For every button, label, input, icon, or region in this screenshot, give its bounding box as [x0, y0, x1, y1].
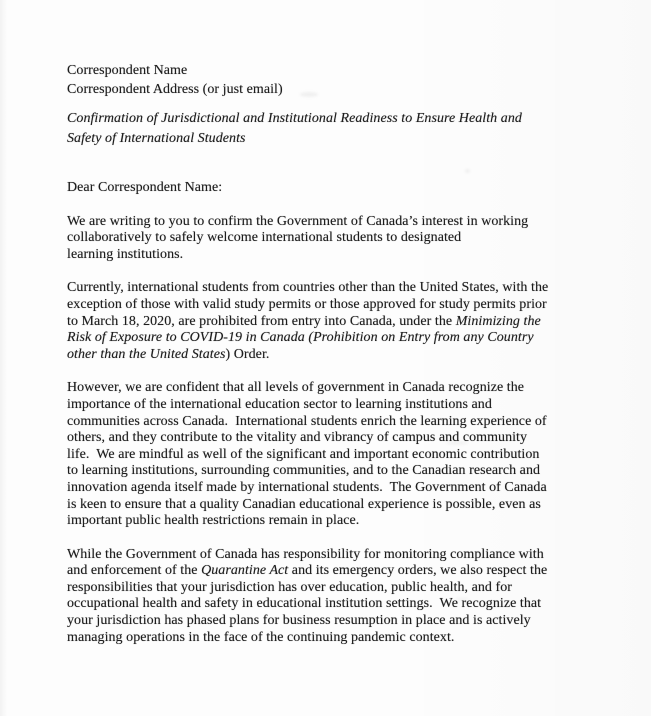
paragraph — [67, 280, 651, 363]
text-segment: to March 18, 2020, are prohibited from entry into Canada, under the — [67, 313, 456, 329]
paragraph — [67, 380, 651, 529]
paragraph-line — [67, 330, 651, 347]
paragraph-line — [67, 463, 651, 480]
text-segment: managing operations in the face of the continuing pandemic context. — [67, 629, 455, 645]
text-segment: and its emergency orders, we also respect the — [288, 563, 548, 579]
text-segment: learning institutions. — [67, 246, 184, 262]
paragraph-line — [67, 280, 651, 297]
italic-text-segment: Minimizing the — [455, 313, 541, 329]
text-segment: important public health restrictions remain in place. — [67, 513, 360, 529]
text-segment: innovation agenda itself made by international students. The Government of Canada — [67, 479, 547, 495]
text-segment: and enforcement of the — [67, 563, 202, 579]
subject-line-2: Safety of International Students — [67, 130, 246, 146]
salutation: Dear Correspondent Name: — [67, 180, 223, 195]
paragraph-line — [67, 513, 651, 530]
subject-line-1: Confirmation of Jurisdictional and Institutional Readiness to Ensure Health and — [67, 111, 522, 126]
subject-block — [67, 109, 651, 148]
paragraph — [67, 214, 651, 264]
paragraph — [67, 547, 651, 647]
paragraph-line — [67, 414, 651, 431]
paragraph-line — [67, 630, 651, 647]
paragraph-line — [67, 230, 651, 247]
paragraph-line — [67, 580, 651, 597]
text-segment: communities across Canada. International students enrich the learning experience of — [67, 413, 547, 429]
text-segment: While the Government of Canada has responsibility for monitoring compliance with — [67, 546, 544, 562]
paragraph-line — [67, 430, 651, 447]
paragraph-line — [67, 563, 651, 580]
text-segment: We are writing to you to confirm the Government of Canada’s interest in working — [67, 213, 529, 229]
italic-text-segment: Risk of Exposure to COVID-19 in Canada (Prohibition on Entry from any Country — [67, 330, 534, 346]
paragraph-line — [67, 214, 651, 231]
text-segment: exception of those with valid study permits or those approved for study permits prior — [67, 296, 547, 312]
italic-text-segment: other than the United States — [67, 346, 226, 362]
italic-text-segment: Quarantine Act — [201, 563, 289, 579]
paragraph-line — [67, 596, 651, 613]
text-segment: others, and they contribute to the vitality and vibrancy of campus and community — [67, 430, 528, 446]
recipient-address: Correspondent Address (or just email) — [67, 81, 283, 97]
text-segment: ) Order. — [225, 346, 270, 362]
text-segment: responsibilities that your jurisdiction has over education, public health, and for — [67, 579, 512, 595]
text-segment: is keen to ensure that a quality Canadian educational experience is possible, even as — [67, 496, 541, 512]
paragraph-line — [67, 480, 651, 497]
paragraph-line — [67, 613, 651, 630]
paragraph-line — [67, 247, 651, 264]
text-segment: However, we are confident that all levels of government in Canada recognize the — [67, 380, 525, 396]
text-segment: Currently, international students from countries other than the United States, with the — [67, 280, 549, 296]
text-segment: your jurisdiction has phased plans for business resumption in place and is actively — [67, 613, 531, 629]
text-segment: to learning institutions, surrounding communities, and to the Canadian research and — [67, 463, 541, 479]
paragraph-line — [67, 447, 651, 464]
paragraph-line — [67, 347, 651, 364]
text-segment: importance of the international education sector to learning institutions and — [67, 396, 492, 412]
text-segment: collaboratively to safely welcome international students to designated — [67, 230, 462, 246]
text-segment: occupational health and safety in educational institution settings. We recognize that — [67, 596, 542, 612]
recipient-block — [67, 62, 651, 99]
paragraph-line — [67, 547, 651, 564]
letter-paragraphs — [67, 214, 651, 647]
paragraph-line — [67, 397, 651, 414]
recipient-name: Correspondent Name — [67, 63, 188, 78]
paragraph-line — [67, 497, 651, 514]
paragraph-line — [67, 297, 651, 314]
text-segment: life. We are mindful as well of the significant and important economic contribution — [67, 446, 540, 462]
paragraph-line — [67, 314, 651, 331]
paragraph-line — [67, 380, 651, 397]
